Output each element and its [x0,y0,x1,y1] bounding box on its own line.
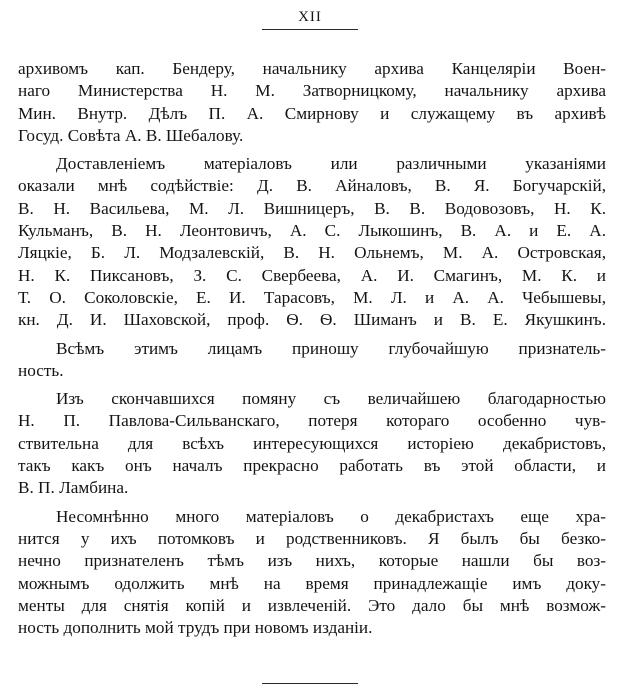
text-line: кн. Д. И. Шаховской, проф. Ѳ. Ѳ. Шиманъ и В. Е. Якушкинъ. [18,310,606,330]
text-line: менты для снятія копій и извлеченій. Это дало бы мнѣ возмож- [18,595,606,615]
body-text [18,58,606,645]
text-line: ность дополнить мой трудъ при новомъ изданіи. [18,618,373,638]
text-line: Несомнѣнно много матеріаловъ о декабристахъ еще хра- [56,506,606,526]
text-line: Мин. Внутр. Дѣлъ П. А. Смирнову и служащему въ архивѣ [18,103,606,123]
text-line: можнымъ одолжить мнѣ на время принадлежащіе имъ доку- [18,573,606,593]
paragraph-request [18,506,606,640]
page-number: XII [298,9,322,25]
paragraph-archives [18,58,606,147]
text-line: В. Н. Васильева, М. Л. Вишницеръ, В. В. Водовозовъ, Н. К. [18,198,606,218]
text-line: Т. О. Соколовскіе, Е. И. Тарасовъ, М. Л. и А. А. Чебышевы, [18,287,606,307]
text-line: Ляцкіе, Б. Л. Модзалевскій, В. Н. Ольнемъ, М. А. Островская, [18,243,606,263]
text-line: Изъ скончавшихся помяну съ величайшею благодарностью [56,389,606,409]
paragraph-memorial [18,388,606,499]
text-line: наго Министерства Н. М. Затворницкому, начальнику архива [18,81,606,101]
text-line: архивомъ кап. Бендеру, начальнику архива Канцеляріи Воен- [18,59,606,78]
text-line: В. П. Ламбина. [18,478,129,498]
text-line: Н. К. Пиксановъ, З. С. Свербеева, А. И. Смагинъ, М. К. и [18,265,606,285]
text-line: Госуд. Совѣта А. В. Шебалову. [18,125,244,145]
text-line: ность. [18,360,64,380]
header-rule [262,29,358,30]
text-line: Н. П. Павлова-Сильванскаго, потеря котораго особенно чув- [18,411,606,431]
footer-rule [262,683,358,684]
text-line: ствительна для всѣхъ интересующихся исторіею декабристовъ, [18,433,606,453]
paragraph-contributors [18,153,606,331]
text-line: Всѣмъ этимъ лицамъ приношу глубочайшую признатель- [56,338,606,358]
text-line: нится у ихъ потомковъ и родственниковъ. Я былъ бы безко- [18,528,606,548]
text-line: оказали мнѣ содѣйствіе: Д. В. Айналовъ, В. Я. Богучарскій, [18,176,606,196]
text-line: Доставленіемъ матеріаловъ или различными указаніями [56,154,606,174]
text-line: Кульманъ, В. Н. Леонтовичъ, А. С. Лыкошинъ, В. А. и Е. А. [18,221,606,241]
text-line: нечно признателенъ тѣмъ изъ нихъ, которые нашли бы воз- [18,551,606,571]
page-header [0,8,620,26]
text-line: такъ какъ онъ началъ прекрасно работать въ этой области, и [18,456,606,476]
paragraph-gratitude [18,338,606,383]
